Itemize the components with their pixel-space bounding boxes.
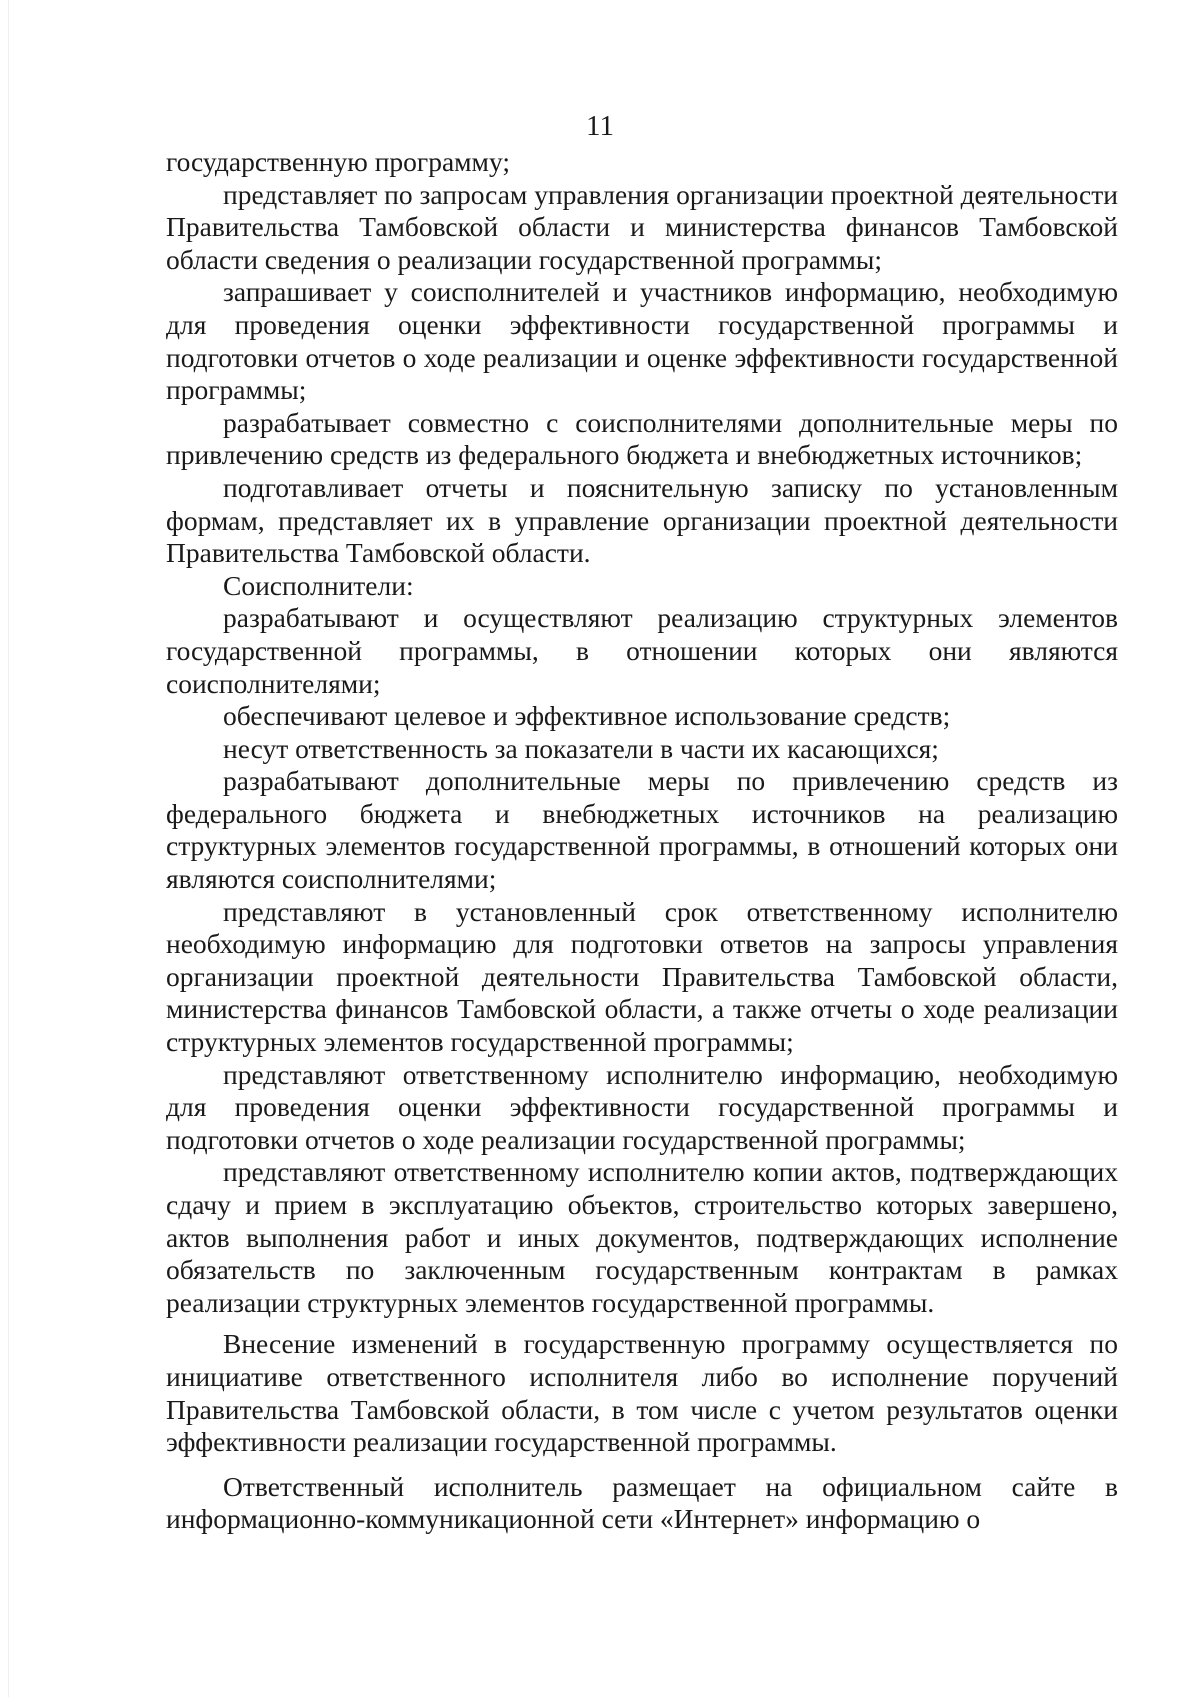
document-body (166, 146, 1118, 1536)
scan-edge-line (8, 0, 9, 1697)
paragraph-develop-and-implement: разрабатывают и осуществляют реализацию структурных элементов государственной программы, в отношении которых они являются соисполнителями; (166, 602, 1118, 699)
paragraph-develops-additional-measures: разрабатывает совместно с соисполнителями дополнительные меры по привлечению средств из федерального бюджета и внебюджетных источников; (166, 406, 1118, 471)
paragraph-provides-info-on-request: представляет по запросам управления организации проектной деятельности Правительства Тамбовской области и министерства финансов Тамбовской области сведения о реализации государственной программы; (166, 178, 1118, 275)
paragraph-ensure-targeted-use: обеспечивают целевое и эффективное использование средств; (223, 700, 951, 732)
paragraph-website-publication: Ответственный исполнитель размещает на официальном сайте в информационно-коммуникационной сети «Интернет» информацию о (166, 1470, 1118, 1535)
paragraph-submit-information-on-time: представляют в установленный срок ответственному исполнителю необходимую информацию для подготовки ответов на запросы управления организации проектной деятельности Правительства Тамбовской области, министерства финансов Тамбовской области, а также отчеты о ходе реализации структурных элементов государственной программы; (166, 895, 1118, 1058)
paragraph-program-amendments: Внесение изменений в государственную программу осуществляется по инициативе ответственного исполнителя либо во исполнение поручений Правительства Тамбовской области, в том числе с учетом результатов оценки эффективности реализации государственной программы. (166, 1328, 1118, 1458)
paragraph-prepares-reports: подготавливает отчеты и пояснительную записку по установленным формам, представляет их в управление организации проектной деятельности Правительства Тамбовской области. (166, 471, 1118, 569)
paragraph-bear-responsibility: несут ответственность за показатели в части их касающихся; (223, 732, 939, 764)
paragraph-submit-copies-of-acts: представляют ответственному исполнителю копии актов, подтверждающих сдачу и прием в эксплуатацию объектов, строительство которых завершено, актов выполнения работ и иных документов, подтверждающих исполнение обязательств по заключенным государственным контрактам в рамках реализации структурных элементов государственной программы. (166, 1156, 1118, 1318)
section-heading-coexecutors: Соисполнители: (223, 569, 414, 601)
paragraph-develop-funding-measures: разрабатывают дополнительные меры по привлечению средств из федерального бюджета и внебюджетных источников на реализацию структурных элементов государственной программы, в отношений которых они являются соисполнителями; (166, 765, 1118, 895)
paragraph-submit-evaluation-information: представляют ответственному исполнителю информацию, необходимую для проведения оценки эффективности государственной программы и подготовки отчетов о ходе реализации государственной программы; (166, 1058, 1118, 1155)
paragraph-requests-information: запрашивает у соисполнителей и участников информацию, необходимую для проведения оценки эффективности государственной программы и подготовки отчетов о ходе реализации и оценке эффективности государственной программы; (166, 276, 1118, 406)
paragraph-continuation: государственную программу; (166, 146, 510, 177)
page-number: 11 (586, 110, 614, 142)
